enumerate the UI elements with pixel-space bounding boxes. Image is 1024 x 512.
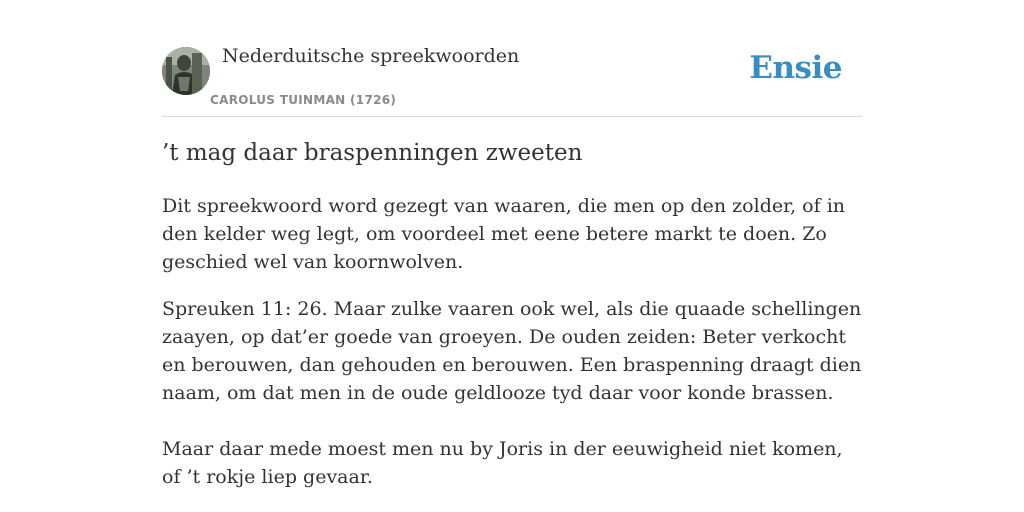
entry-card: [162, 0, 862, 512]
entry-title: ’t mag daar braspenningen zweeten: [162, 140, 583, 166]
author-avatar[interactable]: [162, 47, 210, 95]
entry-paragraph-1: Dit spreekwoord word gezegt van waaren, die men op den zolder, of in den kelder weg legt, om voordeel met eene betere markt te doen. Zo geschied wel van koornwolven.: [162, 195, 846, 273]
source-author: CAROLUS TUINMAN (1726): [210, 93, 397, 107]
ensie-logo-link[interactable]: Ensie: [749, 50, 842, 86]
entry-paragraph-2: Spreuken 11: 26. Maar zulke vaaren ook wel, als die quaade schellingen zaayen, op dat’er goede van groeyen. De ouden zeiden: Beter verkocht en berouwen, dan gehouden en berouwen. Een braspenning draagt dien naam, om dat men in de oude geldlooze tyd daar voor konde brassen.: [162, 298, 862, 404]
source-title[interactable]: Nederduitsche spreekwoorden: [222, 45, 520, 67]
entry-paragraph-3: Maar daar mede moest men nu by Joris in der eeuwigheid niet komen, of ’t rokje liep gevaar.: [162, 438, 843, 488]
statue-portrait-icon: [162, 47, 210, 95]
entry-header: [162, 0, 862, 117]
